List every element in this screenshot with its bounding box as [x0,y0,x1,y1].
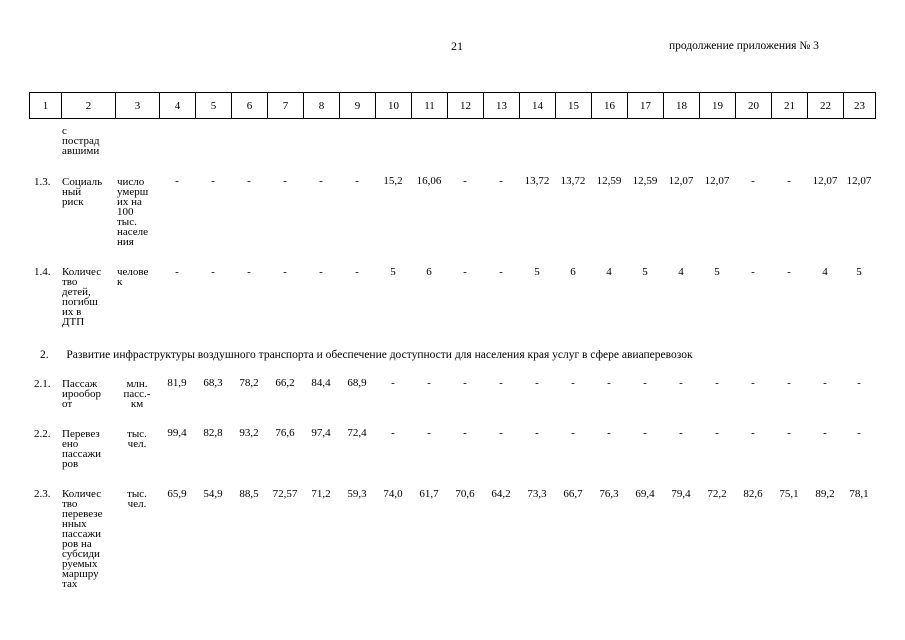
value-cell: - [787,427,791,439]
continuation-label: продолжение приложения № 3 [669,40,819,52]
value-cell: - [715,377,719,389]
value-cell: 66,2 [275,377,295,389]
value-cell: - [175,175,179,187]
value-cell: 59,3 [347,488,367,500]
col-header: 23 [844,93,876,119]
value-cell: - [463,377,467,389]
value-cell: 12,07 [846,175,872,187]
value-cell: - [607,377,611,389]
value-cell: - [751,427,755,439]
row-unit: челове к [117,266,149,288]
value-cell: - [535,427,539,439]
col-header: 19 [700,93,736,119]
value-cell: 72,4 [347,427,367,439]
value-cell: 78,2 [239,377,259,389]
value-cell: - [319,266,323,278]
section-heading [40,349,693,361]
col-header: 18 [664,93,700,119]
value-cell: 79,4 [671,488,691,500]
value-cell: 68,3 [203,377,223,389]
section-title: Развитие инфраструктуры воздушного транспорта и обеспечение доступности для населения края услуг в сфере авиаперевозок [66,349,693,361]
row-name: Пассаж ирообор от [62,378,101,410]
row-number: 1.4. [34,266,51,278]
value-cell: 78,1 [849,488,869,500]
value-cell: - [355,266,359,278]
value-cell: - [355,175,359,187]
value-cell: - [499,266,503,278]
value-cell: 69,4 [635,488,655,500]
row-number: 2.1. [34,378,51,390]
value-cell: 82,8 [203,427,223,439]
value-cell: 54,9 [203,488,223,500]
col-header: 6 [232,93,268,119]
value-cell: - [857,377,861,389]
value-cell: 12,07 [668,175,694,187]
col-header: 3 [116,93,160,119]
value-cell: 4 [606,266,612,278]
value-cell: 81,9 [167,377,187,389]
row-number: 1.3. [34,176,51,188]
page-number: 21 [451,39,463,53]
col-header: 16 [592,93,628,119]
row-unit: млн. пасс.- км [123,378,151,410]
row-unit: число умерш их на 100 тыс. населе ния [117,176,149,248]
col-header: 17 [628,93,664,119]
value-cell: 65,9 [167,488,187,500]
col-header: 4 [160,93,196,119]
col-header: 15 [556,93,592,119]
value-cell: - [175,266,179,278]
value-cell: 72,2 [707,488,727,500]
row-name: Количес тво детей, погибш их в ДТП [62,266,102,328]
value-cell: - [643,377,647,389]
value-cell: 5 [390,266,396,278]
value-cell: - [571,377,575,389]
col-header: 14 [520,93,556,119]
value-cell: 61,7 [419,488,439,500]
value-cell: 76,3 [599,488,619,500]
row-number: 2.2. [34,428,51,440]
value-cell: - [391,377,395,389]
value-cell: 6 [570,266,576,278]
value-cell: 6 [426,266,432,278]
value-cell: 12,07 [704,175,730,187]
col-header: 12 [448,93,484,119]
value-cell: 12,59 [596,175,622,187]
carry-over-text: с пострад авшими [62,125,100,157]
value-cell: - [787,377,791,389]
row-name: Перевез ено пассажи ров [62,428,102,470]
value-cell: 70,6 [455,488,475,500]
value-cell: - [679,377,683,389]
column-number-header [29,92,876,119]
value-cell: 82,6 [743,488,763,500]
value-cell: - [823,377,827,389]
value-cell: 74,0 [383,488,403,500]
row-unit: тыс. чел. [127,488,147,510]
value-cell: - [787,266,791,278]
value-cell: - [499,175,503,187]
value-cell: 89,2 [815,488,835,500]
value-cell: 73,3 [527,488,547,500]
row-number: 2.3. [34,488,51,500]
value-cell: - [463,266,467,278]
value-cell: - [211,266,215,278]
value-cell: 84,4 [311,377,331,389]
header-row [30,93,876,119]
value-cell: 93,2 [239,427,259,439]
value-cell: 12,07 [812,175,838,187]
value-cell: 68,9 [347,377,367,389]
col-header: 22 [808,93,844,119]
value-cell: 71,2 [311,488,331,500]
col-header: 2 [62,93,116,119]
row-name: Количес тво перевезе нных пассажи ров на субсиди руемых маршру тах [62,488,103,590]
value-cell: 4 [678,266,684,278]
value-cell: - [643,427,647,439]
value-cell: - [427,427,431,439]
value-cell: 5 [714,266,720,278]
value-cell: - [247,266,251,278]
value-cell: 99,4 [167,427,187,439]
value-cell: - [499,427,503,439]
value-cell: - [247,175,251,187]
col-header: 1 [30,93,62,119]
value-cell: - [283,266,287,278]
value-cell: 88,5 [239,488,259,500]
col-header: 11 [412,93,448,119]
value-cell: - [571,427,575,439]
col-header: 10 [376,93,412,119]
value-cell: 66,7 [563,488,583,500]
value-cell: - [427,377,431,389]
value-cell: - [751,266,755,278]
col-header: 21 [772,93,808,119]
col-header: 13 [484,93,520,119]
col-header: 8 [304,93,340,119]
value-cell: 5 [856,266,862,278]
value-cell: 5 [642,266,648,278]
value-cell: 76,6 [275,427,295,439]
value-cell: - [751,175,755,187]
value-cell: - [607,427,611,439]
value-cell: - [211,175,215,187]
value-cell: 75,1 [779,488,799,500]
value-cell: 15,2 [383,175,403,187]
col-header: 9 [340,93,376,119]
value-cell: - [283,175,287,187]
value-cell: - [391,427,395,439]
value-cell: - [463,175,467,187]
value-cell: - [499,377,503,389]
value-cell: - [463,427,467,439]
value-cell: 5 [534,266,540,278]
section-number: 2. [40,349,49,361]
value-cell: 4 [822,266,828,278]
value-cell: 12,59 [632,175,658,187]
row-unit: тыс. чел. [127,428,147,450]
value-cell: - [535,377,539,389]
value-cell: - [319,175,323,187]
value-cell: - [715,427,719,439]
value-cell: 72,57 [272,488,298,500]
value-cell: 97,4 [311,427,331,439]
value-cell: 16,06 [416,175,442,187]
value-cell: - [857,427,861,439]
col-header: 20 [736,93,772,119]
value-cell: - [823,427,827,439]
value-cell: 13,72 [560,175,586,187]
value-cell: 64,2 [491,488,511,500]
col-header: 7 [268,93,304,119]
value-cell: - [787,175,791,187]
value-cell: 13,72 [524,175,550,187]
value-cell: - [679,427,683,439]
row-name: Социаль ный риск [62,176,103,208]
col-header: 5 [196,93,232,119]
value-cell: - [751,377,755,389]
